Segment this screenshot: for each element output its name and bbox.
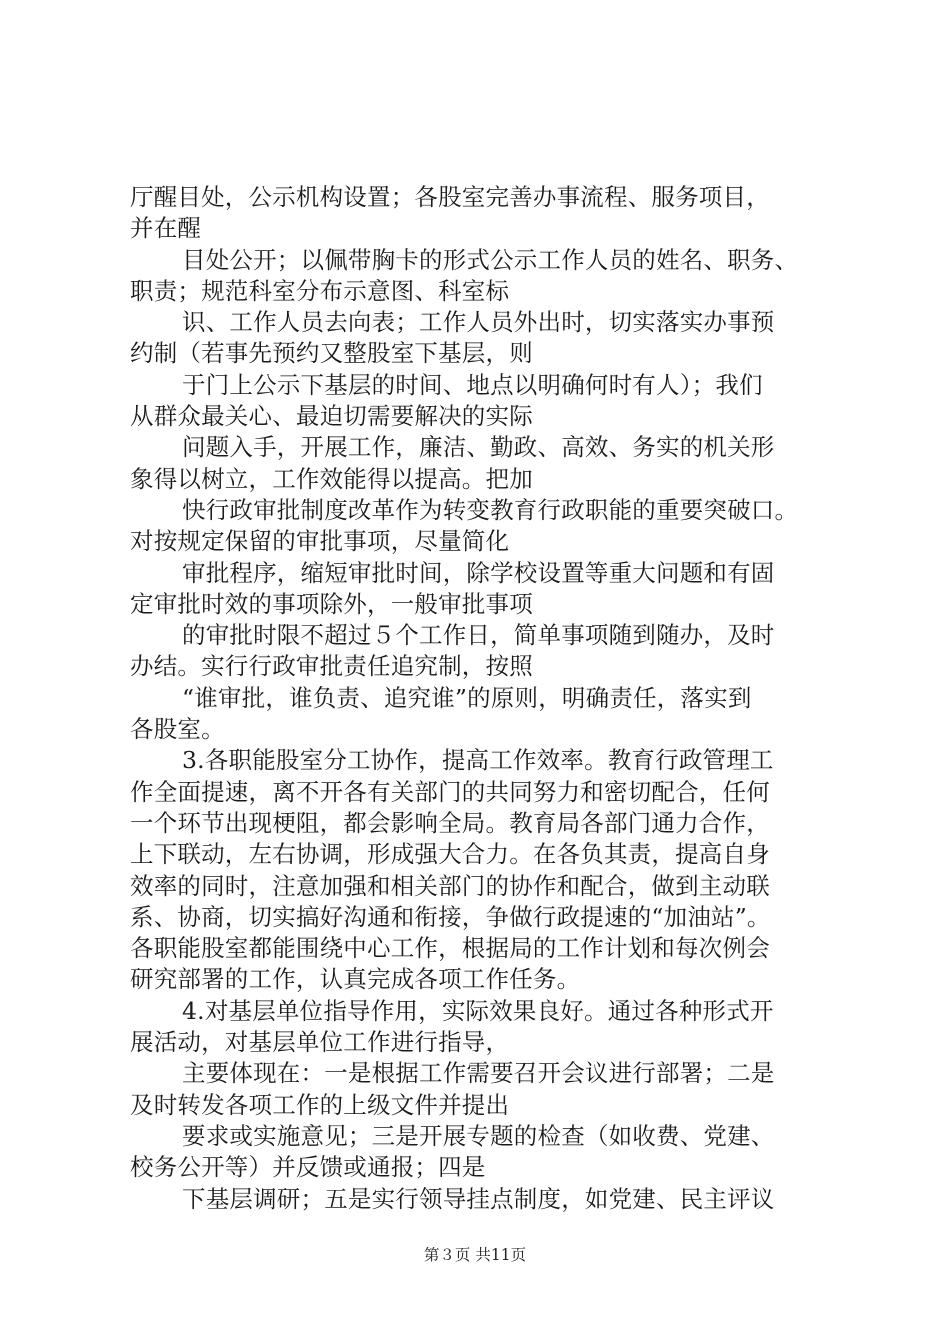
text-line: 要求或实施意见；三是开展专题的检查（如收费、党建、	[182, 1121, 775, 1150]
text-line: 4.对基层单位指导作用，实际效果良好。通过各种形式开	[182, 996, 774, 1025]
text-line: 作全面提速，离不开各有关部门的共同努力和密切配合，任何	[130, 777, 770, 806]
text-line: 对按规定保留的审批事项，尽量简化	[130, 527, 510, 556]
text-line: 识、工作人员去向表；工作人员外出时，切实落实办事预	[182, 308, 775, 337]
text-line: 系、协商，切实搞好沟通和衔接，争做行政提速的“加油站”。	[130, 902, 771, 931]
text-line: 研究部署的工作，认真完成各项工作任务。	[130, 965, 581, 994]
text-line: 效率的同时，注意加强和相关部门的协作和配合，做到主动联	[130, 871, 770, 900]
text-line: 及时转发各项工作的上级文件并提出	[130, 1090, 510, 1119]
text-line: 办结。实行行政审批责任追究制，按照	[130, 652, 533, 681]
text-line: 于门上公示下基层的时间、地点以明确何时有人）；我们	[182, 370, 763, 399]
page-number-footer: 第３页 共11页	[423, 1246, 527, 1264]
text-line: 的审批时限不超过５个工作日，简单事项随到随办，及时	[182, 621, 775, 650]
text-line: 职责；规范科室分布示意图、科室标	[130, 276, 510, 305]
text-line: “谁审批，谁负责、追究谁”的原则，明确责任，落实到	[182, 683, 752, 712]
text-line: 快行政审批制度改革作为转变教育行政职能的重要突破口。	[182, 495, 799, 524]
text-line: 约制（若事先预约又整股室下基层，则	[130, 339, 533, 368]
text-line: 各股室。	[130, 715, 225, 744]
text-line: 上下联动，左右协调，形成强大合力。在各负其责，提高自身	[130, 840, 770, 869]
text-line: 一个环节出现梗阻，都会影响全局。教育局各部门通力合作，	[130, 808, 770, 837]
text-line: 各职能股室都能围绕中心工作，根据局的工作计划和每次例会	[130, 934, 770, 963]
text-line: 定审批时效的事项除外，一般审批事项	[130, 589, 533, 618]
text-line: 厅醒目处，公示机构设置；各股室完善办事流程、服务项目，	[130, 183, 770, 211]
text-line: 从群众最关心、最迫切需要解决的实际	[130, 402, 533, 431]
document-body	[130, 182, 850, 1215]
text-line: 校务公开等）并反馈或通报；四是	[130, 1153, 486, 1182]
text-line: 下基层调研；五是实行领导挂点制度，如党建、民主评议	[182, 1184, 775, 1213]
text-line: 展活动，对基层单位工作进行指导，	[130, 1028, 510, 1057]
text-line: 并在醒	[130, 214, 202, 243]
text-line: 目处公开；以佩带胸卡的形式公示工作人员的姓名、职务、	[182, 245, 799, 274]
text-line: 主要体现在：一是根据工作需要召开会议进行部署；二是	[182, 1059, 775, 1088]
text-line: 问题入手，开展工作，廉洁、勤政、高效、务实的机关形	[182, 433, 775, 462]
text-line: 象得以树立，工作效能得以提高。把加	[130, 464, 533, 493]
text-line: 3.各职能股室分工协作，提高工作效率。教育行政管理工	[182, 746, 774, 775]
text-line: 审批程序，缩短审批时间，除学校设置等重大问题和有固	[182, 558, 775, 587]
